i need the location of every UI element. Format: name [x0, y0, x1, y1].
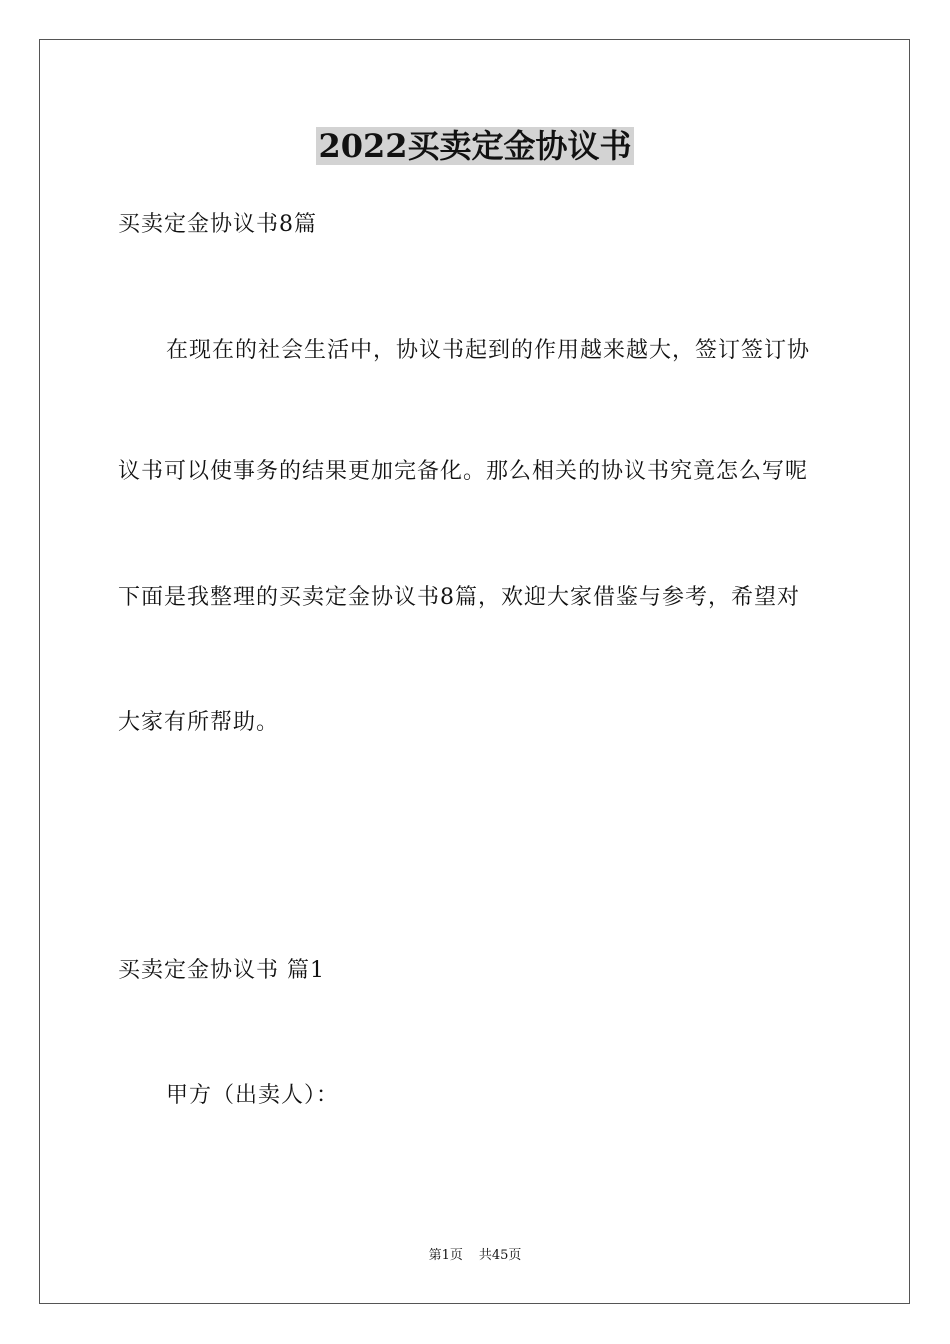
party-a-label: 甲方（出卖人）：	[166, 1083, 340, 1108]
document-title-text: 2022买卖定金协议书	[318, 127, 632, 165]
intro-line-3: 下面是我整理的买卖定金协议书8篇，欢迎大家借鉴与参考，希望对	[118, 585, 800, 610]
document-subtitle: 买卖定金协议书8篇	[118, 212, 317, 237]
page-number-total: 共45页	[478, 1248, 522, 1263]
section-heading: 买卖定金协议书 篇1	[118, 958, 325, 983]
intro-line-2: 议书可以使事务的结果更加完备化。那么相关的协议书究竟怎么写呢	[118, 459, 809, 484]
intro-line-4: 大家有所帮助。	[118, 710, 280, 735]
intro-line-1: 在现在的社会生活中，协议书起到的作用越来越大，签订签订协	[166, 338, 811, 363]
document-title	[0, 124, 950, 168]
page-footer	[0, 1247, 950, 1265]
page-number-current: 第1页	[428, 1248, 463, 1263]
